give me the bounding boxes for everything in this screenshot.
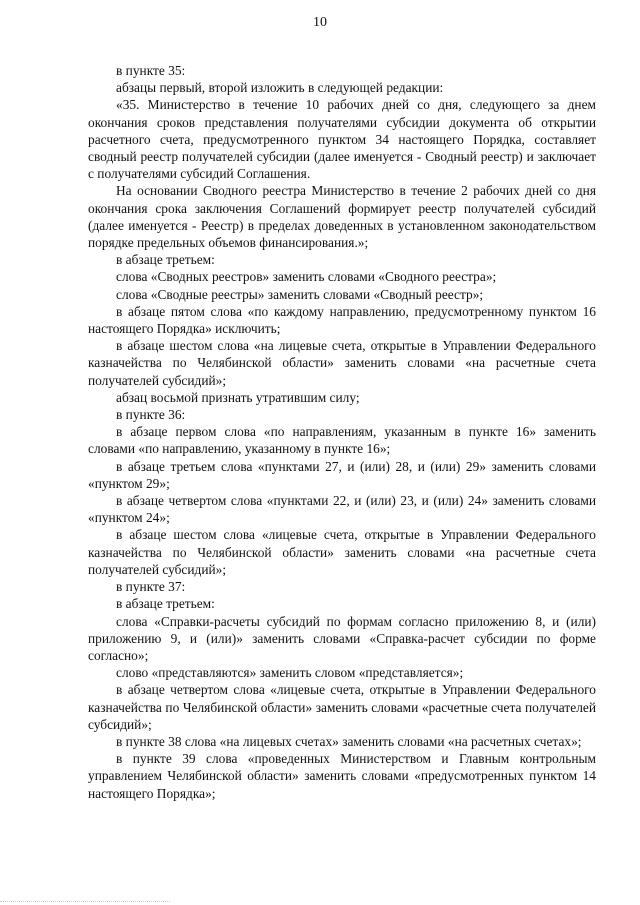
paragraph: в абзаце четвертом слова «лицевые счета, открытые в Управлении Федерального казначейства по Челябинской области» заменить словами «расчетные счета получателей субсидий»;: [88, 682, 596, 732]
paragraph: в пункте 36:: [116, 407, 186, 423]
paragraph: в абзаце пятом слова «по каждому направлению, предусмотренному пунктом 16 настоящего Порядка» исключить;: [88, 303, 596, 337]
paragraph: в абзаце четвертом слова «пунктами 22, и (или) 23, и (или) 24» заменить словами «пунктом 24»;: [88, 493, 596, 526]
paragraph: в пункте 39 слова «проведенных Министерством и Главным контрольным управлением Челябинской области» заменить словами «предусмотренных пунктом 14 настоящего Порядка»;: [88, 751, 596, 801]
paragraph: в пункте 35:: [116, 63, 186, 78]
footer-rule: [0, 901, 170, 903]
paragraph: в абзаце третьем слова «пунктами 27, и (или) 28, и (или) 29» заменить словами «пунктом 29»;: [88, 458, 596, 491]
document-body: [88, 62, 596, 802]
paragraph: На основании Сводного реестра Министерство в течение 2 рабочих дней со дня окончания срока заключения Соглашений формирует реестр получателей субсидий (далее именуется - Реестр) в пределах доведенных в установленном законодательством порядке предельных объемов финансирования.»;: [88, 183, 596, 251]
paragraph: слова «Сводных реестров» заменить словами «Сводного реестра»;: [116, 269, 497, 285]
paragraph: в абзаце третьем:: [116, 596, 215, 612]
paragraph: в абзаце третьем:: [116, 252, 215, 268]
paragraph: в пункте 38 слова «на лицевых счетах» заменить словами «на расчетных счетах»;: [116, 733, 582, 749]
paragraph: в пункте 37:: [116, 579, 186, 595]
paragraph: слова «Сводные реестры» заменить словами «Сводный реестр»;: [116, 286, 484, 302]
paragraph: слова «Справки-расчеты субсидий по формам согласно приложению 8, и (или) приложению 9, и (или)» заменить словами «Справка-расчет субсидии по форме согласно»;: [88, 613, 596, 663]
paragraph: слово «представляются» заменить словом «представляется»;: [116, 665, 464, 681]
paragraph: в абзаце шестом слова «лицевые счета, открытые в Управлении Федерального казначейства по Челябинской области» заменить словами «на расчетные счета получателей субсидий»;: [88, 527, 596, 577]
paragraph: «35. Министерство в течение 10 рабочих дней со дня, следующего за днем окончания сроков представления получателями субсидии документа об открытии расчетного счета, предусмотренного пунктом 34 настоящего Порядка, составляет сводный реестр получателей субсидии (далее именуется - Сводный реестр) и заключает с получателями субсидий Соглашения.: [88, 97, 596, 182]
paragraph: абзацы первый, второй изложить в следующей редакции:: [116, 80, 444, 96]
paragraph: в абзаце первом слова «по направлениям, указанным в пункте 16» заменить словами «по направлению, указанному в пункте 16»;: [88, 424, 596, 457]
page-number: 10: [313, 15, 327, 30]
paragraph: в абзаце шестом слова «на лицевые счета, открытые в Управлении Федерального казначейства по Челябинской области» заменить словами «на расчетные счета получателей субсидий»;: [88, 338, 596, 388]
paragraph: абзац восьмой признать утратившим силу;: [116, 389, 360, 405]
